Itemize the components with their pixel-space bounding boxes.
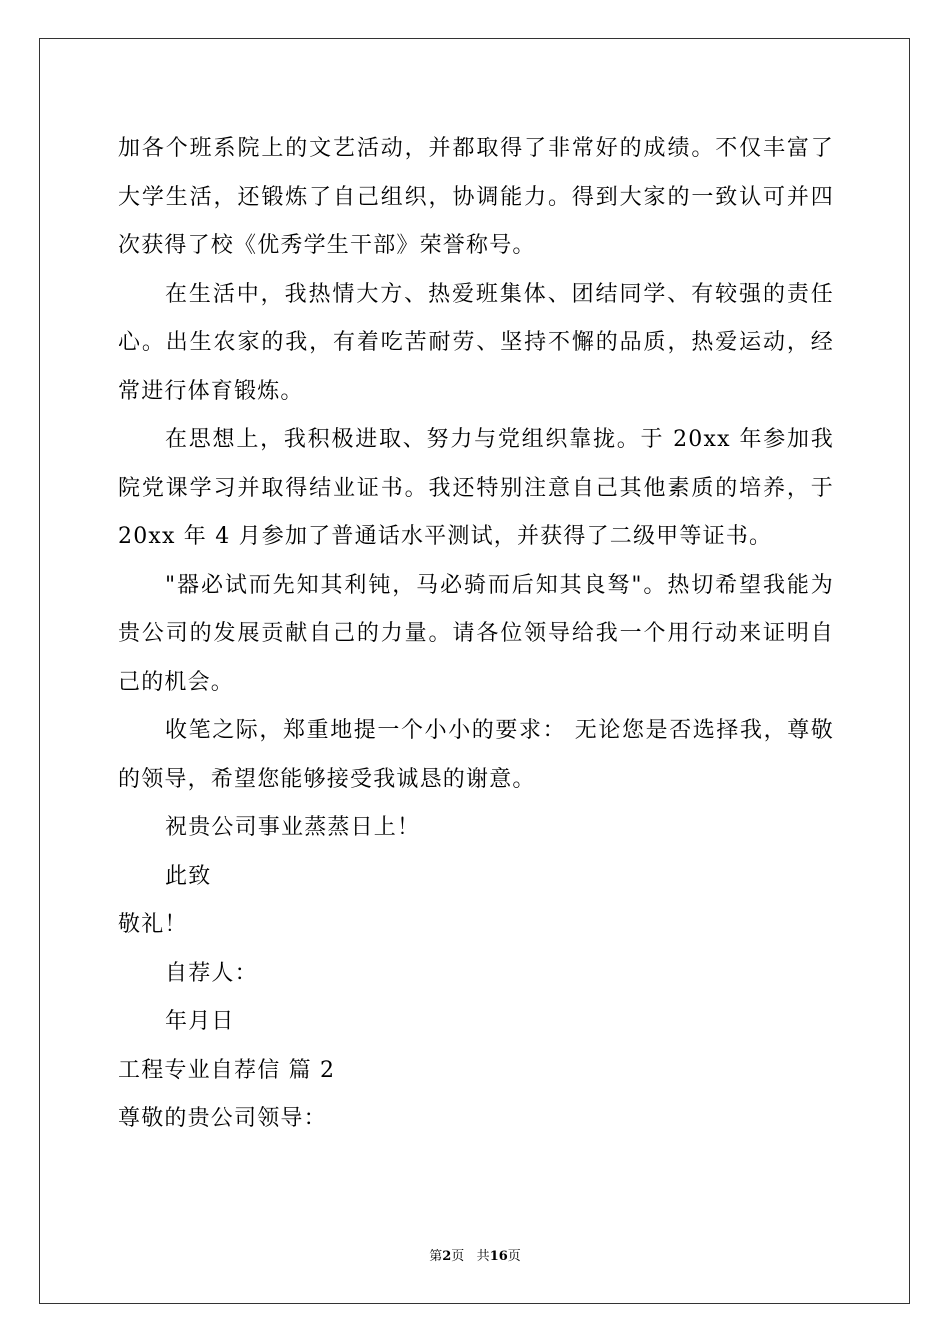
footer-total-prefix: 共 [476, 1249, 490, 1264]
footer-page-prefix: 第 [429, 1249, 443, 1264]
footer-total-suffix: 页 [507, 1249, 521, 1264]
paragraph-thought: 在思想上，我积极进取、努力与党组织靠拢。于 20xx 年参加我院党课学习并取得结业证书。我还特别注意自己其他素质的培养，于20xx 年 4 月参加了普通话水平测试，并获得了二级甲等证书。 [118, 427, 834, 549]
footer-total-pages: 16 [489, 1249, 508, 1264]
signature-label: 自荐人： [165, 960, 258, 986]
footer-page-number: 2 [442, 1249, 452, 1264]
paragraph-activities: 加各个班系院上的文艺活动，并都取得了非常好的成绩。不仅丰富了大学生活，还锻炼了自己组织，协调能力。得到大家的一致认可并四次获得了校《优秀学生干部》荣誉称号。 [118, 136, 834, 258]
paragraph-hope: "器必试而先知其利钝，马必骑而后知其良驽"。热切希望我能为贵公司的发展贡献自己的力量。请各位领导给我一个用行动来证明自己的机会。 [118, 572, 834, 695]
salutation-cizhi: 此致 [165, 863, 212, 889]
page-footer [0, 1248, 950, 1266]
footer-page-suffix: 页 [451, 1249, 465, 1264]
paragraph-wish: 祝贵公司事业蒸蒸日上！ [165, 815, 421, 840]
document-body [118, 125, 834, 1144]
date-line: 年月日 [165, 1009, 235, 1034]
paragraph-closing-request: 收笔之际，郑重地提一个小小的要求： 无论您是否选择我，尊敬的领导，希望您能够接受我诚恳的谢意。 [118, 718, 834, 792]
salutation-jingli: 敬礼！ [118, 912, 188, 937]
section-heading: 工程专业自荐信 篇 2 [118, 1057, 336, 1083]
greeting-line: 尊敬的贵公司领导： [118, 1106, 327, 1131]
paragraph-life: 在生活中，我热情大方、热爱班集体、团结同学、有较强的责任心。出生农家的我，有着吃苦耐劳、坚持不懈的品质，热爱运动，经常进行体育锻炼。 [118, 281, 834, 404]
